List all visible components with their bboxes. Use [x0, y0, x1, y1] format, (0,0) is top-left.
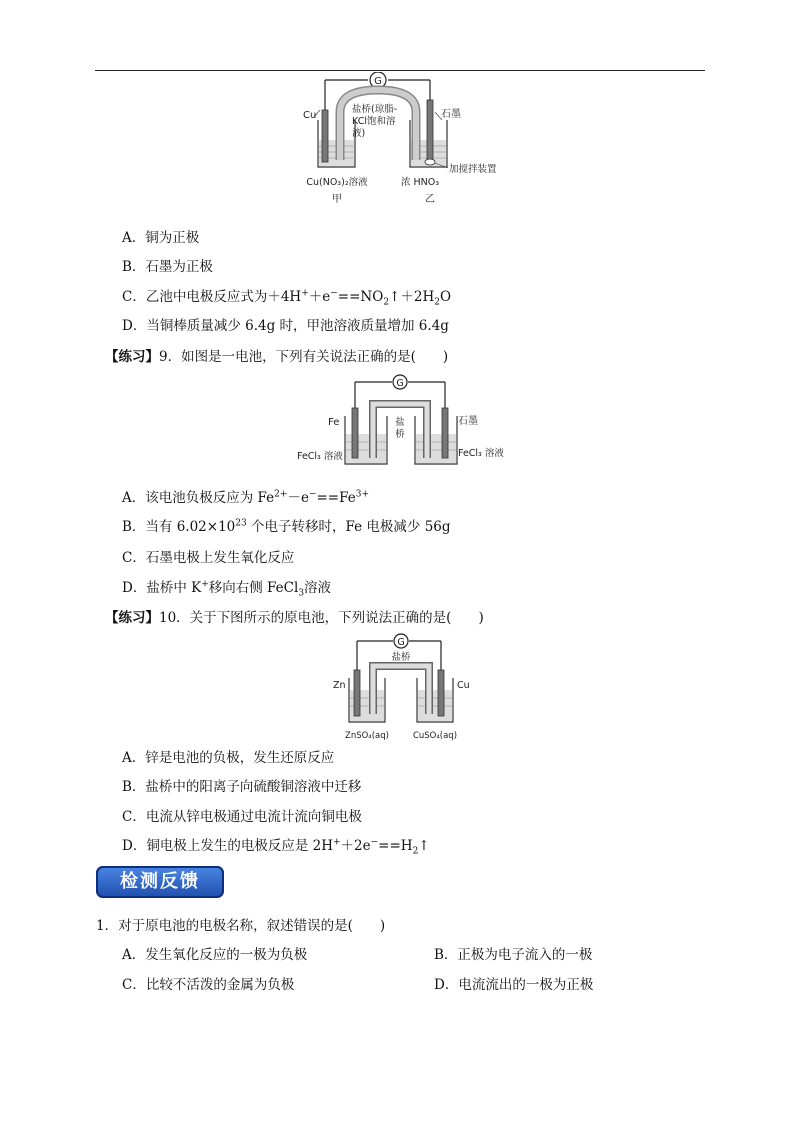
- q9-stem-text: 9．如图是一电池，下列有关说法正确的是( ): [159, 349, 449, 365]
- figure-zn-cu-cell: [323, 630, 473, 742]
- q9-option-d: D．盐桥中 K+移向右侧 FeCl$_3$溶液: [122, 579, 332, 599]
- right-solution-label: CuSO₄(aq): [412, 731, 458, 741]
- q8-c-text5: O: [439, 289, 452, 305]
- q9-b-text2: 个电子转移时，Fe 电极减少 56g: [246, 519, 451, 535]
- graphite-label: 石墨: [441, 109, 461, 120]
- cu-label: Cu: [303, 110, 317, 121]
- q8-option-b: B．石墨为正极: [122, 259, 213, 275]
- bridge-label-line3: 液): [352, 128, 366, 139]
- bridge-label-line2: KCl饱和溶: [352, 116, 396, 127]
- q9-option-b: [122, 518, 451, 536]
- galvanometer-label: G: [374, 76, 382, 87]
- q10-tag: 【练习】: [105, 610, 159, 626]
- q9-option-c: C．石墨电极上发生氧化反应: [122, 550, 295, 566]
- q10-d-text: D．铜电极上发生的电极反应是 2H: [122, 838, 333, 854]
- section-banner: 检测反馈: [96, 866, 224, 898]
- q1-option-d: D．电流流出的一极为正极: [434, 977, 594, 993]
- galvanometer-label: G: [397, 637, 405, 648]
- q9-a-text2: －e: [287, 490, 309, 506]
- bridge-label: 盐桥: [391, 652, 411, 663]
- stirrer-label: 加搅拌装置: [449, 164, 497, 175]
- q10-d-sub: 2: [412, 846, 419, 857]
- q8-option-c: C．乙池中电极反应式为$+4H^++e^-==NO_2↑+2H_2O$: [122, 288, 452, 308]
- q1-option-c: C．比较不活泼的金属为负极: [122, 977, 295, 993]
- q8-c-text: C．乙池中电极反应式为＋4H: [122, 289, 302, 305]
- q8-c-text2: ＋e: [308, 289, 331, 305]
- header-rule: [95, 70, 705, 71]
- q9-a-sup2: 3+: [355, 489, 370, 500]
- right-solution-label: 浓 HNO₃: [400, 177, 440, 188]
- q8-c-text4: ↑＋2H: [389, 289, 435, 305]
- q10-option-a: A．锌是电池的负极，发生还原反应: [122, 750, 335, 766]
- left-solution-label: Cu(NO₃)₂溶液: [306, 177, 368, 188]
- bridge-label-line1: 盐桥(琼脂-: [352, 104, 398, 115]
- q1-stem: 1．对于原电池的电极名称，叙述错误的是( ): [96, 918, 386, 934]
- q1-option-b: B．正极为电子流入的一极: [434, 947, 593, 963]
- fe-label: Fe: [328, 417, 340, 428]
- cu-label: Cu: [457, 680, 470, 691]
- q10-option-b: B．盐桥中的阳离子向硫酸铜溶液中迁移: [122, 779, 362, 795]
- q10-d-text2: ＋2e: [340, 838, 371, 854]
- q9-d-text3: 溶液: [304, 580, 332, 596]
- left-solution-label: ZnSO₄(aq): [345, 731, 389, 741]
- bridge-label-line1: 盐: [395, 417, 405, 428]
- q10-option-c: C．电流从锌电极通过电流计流向铜电极: [122, 809, 362, 825]
- q10-d-text3: ==H: [378, 838, 413, 854]
- q9-stem: [105, 348, 448, 366]
- q10-stem: [105, 609, 484, 627]
- q9-d-text: D．盐桥中 K: [122, 580, 202, 596]
- graphite-label: 石墨: [458, 416, 478, 427]
- q8-option-d: D．当铜棒质量减少 6.4g 时，甲池溶液质量增加 6.4g: [122, 318, 449, 334]
- q9-b-sup: 23: [235, 518, 247, 529]
- q9-a-text3: ==Fe: [316, 490, 356, 506]
- q9-a-text: A．该电池负极反应为 Fe: [122, 490, 275, 506]
- zn-label: Zn: [333, 680, 346, 691]
- q8-option-a: A．铜为正极: [122, 230, 200, 246]
- q9-tag: 【练习】: [105, 349, 159, 365]
- q9-a-sup: 2+: [274, 489, 288, 500]
- q9-d-text2: 移向右侧 FeCl: [208, 580, 299, 596]
- right-solution-label: FeCl₃ 溶液: [458, 448, 504, 459]
- left-cell-name: 甲: [332, 194, 342, 205]
- q8-c-text3: ==NO: [337, 289, 384, 305]
- galvanometer-label: G: [396, 378, 404, 389]
- q9-option-a: A．该电池负极反应为 $Fe^{2+}-e^-==Fe^{3+}$: [122, 489, 370, 506]
- q9-b-text: B．当有 6.02×10: [122, 519, 236, 535]
- q10-d-text4: ↑: [418, 838, 430, 854]
- figure-fe-fecl3-cell: [295, 372, 510, 472]
- q1-option-a: A．发生氧化反应的一极为负极: [122, 947, 308, 963]
- q9-d-sub: 3: [298, 588, 305, 599]
- bridge-label-line2: 桥: [395, 429, 405, 440]
- figure-cu-hno3-cell: [300, 72, 515, 207]
- left-solution-label: FeCl₃ 溶液: [297, 451, 343, 462]
- q10-option-d: D．铜电极上发生的电极反应是 $2H^++2e^-==H_2↑$: [122, 837, 430, 857]
- right-cell-name: 乙: [425, 194, 435, 205]
- q10-stem-text: 10．关于下图所示的原电池，下列说法正确的是( ): [159, 610, 484, 626]
